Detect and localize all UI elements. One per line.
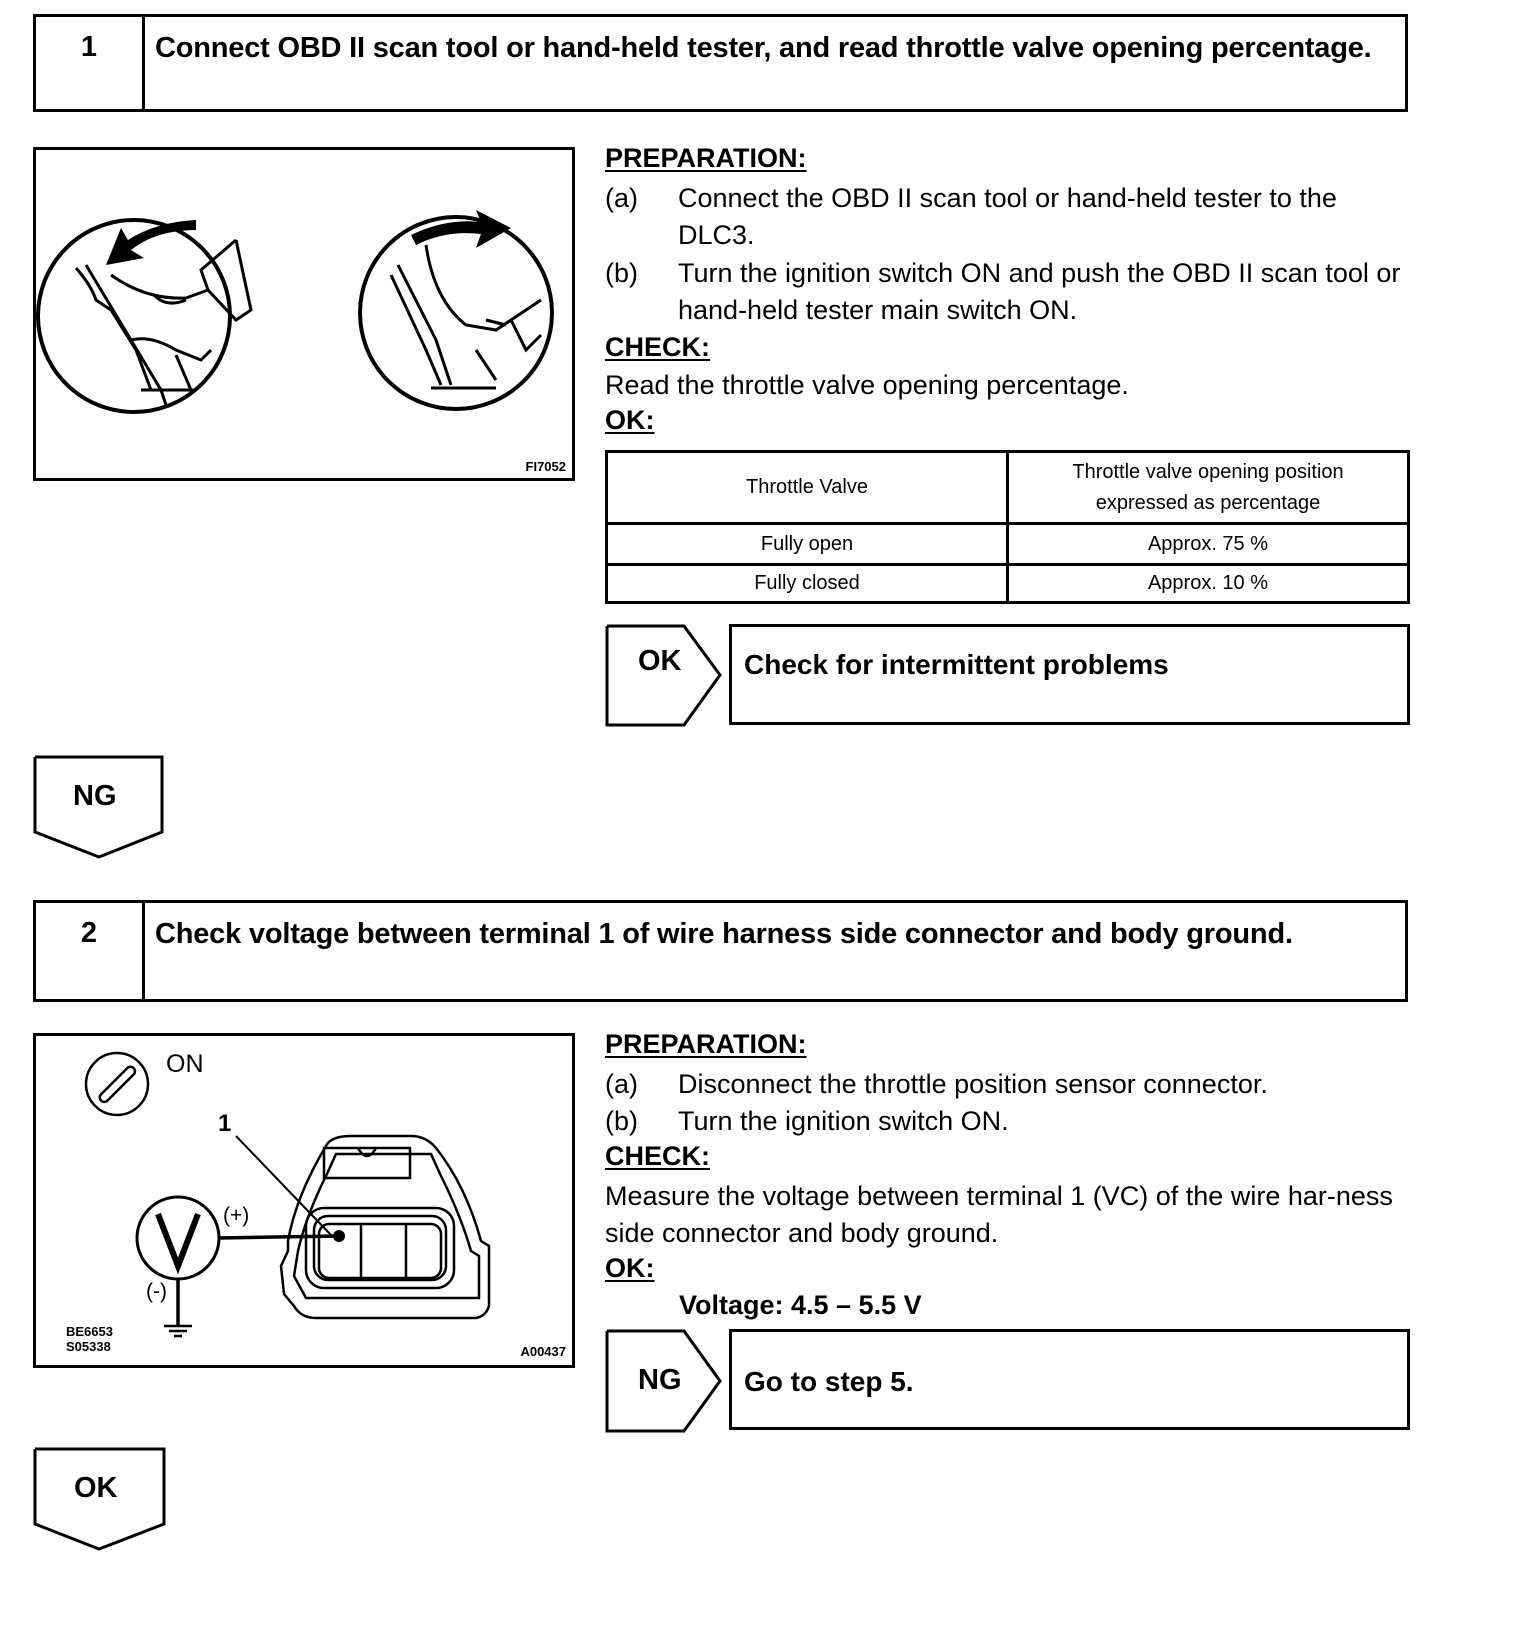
check-text: Read the throttle valve opening percentage.	[605, 370, 1129, 400]
accelerator-pedal-illustration	[36, 150, 572, 478]
step-title: Check voltage between terminal 1 of wire harness side connector and body ground.	[155, 918, 1293, 950]
ok-branch-down-label: OK	[74, 1472, 118, 1504]
throttle-spec-table	[605, 450, 1410, 604]
connector-voltage-diagram	[36, 1036, 572, 1365]
ok-label: OK:	[605, 1253, 655, 1283]
preparation-item-b: (b) Turn the ignition switch ON and push the OBD II scan tool or hand-held tester main switch ON.	[605, 258, 1401, 325]
ignition-key-icon	[86, 1053, 148, 1115]
figure-code-right: A00437	[520, 1344, 566, 1359]
step-2-figure	[33, 1033, 575, 1368]
table-cell: Fully closed	[607, 565, 1008, 603]
preparation-item-b: (b) Turn the ignition switch ON.	[605, 1106, 1009, 1136]
preparation-item-a: (a) Disconnect the throttle position sensor connector.	[605, 1069, 1268, 1099]
table-row	[607, 565, 1409, 603]
step-number: 1	[36, 17, 145, 109]
check-label: CHECK:	[605, 332, 710, 362]
ignition-on-label: ON	[166, 1050, 204, 1078]
terminal-1-label: 1	[218, 1110, 232, 1137]
connector-icon	[281, 1136, 489, 1318]
table-row	[607, 524, 1409, 565]
table-cell: Approx. 10 %	[1008, 565, 1409, 603]
step-number: 2	[36, 903, 145, 999]
ok-result-box: Check for intermittent problems	[729, 624, 1410, 725]
ok-branch-label: OK	[638, 645, 682, 677]
step-1-header	[33, 14, 1408, 112]
preparation-item-a: (a) Connect the OBD II scan tool or hand-held tester to the DLC3.	[605, 183, 1337, 250]
table-header: Throttle Valve	[607, 452, 1008, 524]
preparation-label: PREPARATION:	[605, 143, 807, 173]
step-1-figure	[33, 147, 575, 481]
ng-branch-label: NG	[638, 1364, 682, 1396]
check-text: Measure the voltage between terminal 1 (VC) of the wire har-ness side connector and body ground.	[605, 1181, 1393, 1248]
accelerator-pedal-depressed-icon	[360, 210, 552, 409]
plus-probe-label: (+)	[223, 1204, 250, 1227]
ng-branch-label: NG	[73, 780, 117, 812]
step-2-header	[33, 900, 1408, 1002]
check-label: CHECK:	[605, 1141, 710, 1171]
table-cell: Fully open	[607, 524, 1008, 565]
preparation-label: PREPARATION:	[605, 1029, 807, 1059]
table-header: Throttle valve opening position expressed as percentage	[1008, 452, 1409, 524]
ok-label: OK:	[605, 405, 655, 435]
accelerator-pedal-released-icon	[38, 220, 251, 412]
table-header-row	[607, 452, 1409, 524]
figure-code: FI7052	[525, 459, 566, 474]
figure-code-left: BE6653 S05338	[66, 1324, 113, 1354]
minus-probe-label: (-)	[146, 1280, 167, 1303]
table-cell: Approx. 75 %	[1008, 524, 1409, 565]
step-title: Connect OBD II scan tool or hand-held tester, and read throttle valve opening percentage.	[155, 32, 1372, 64]
voltage-spec: Voltage: 4.5 – 5.5 V	[679, 1290, 922, 1320]
ng-result-box: Go to step 5.	[729, 1329, 1410, 1430]
